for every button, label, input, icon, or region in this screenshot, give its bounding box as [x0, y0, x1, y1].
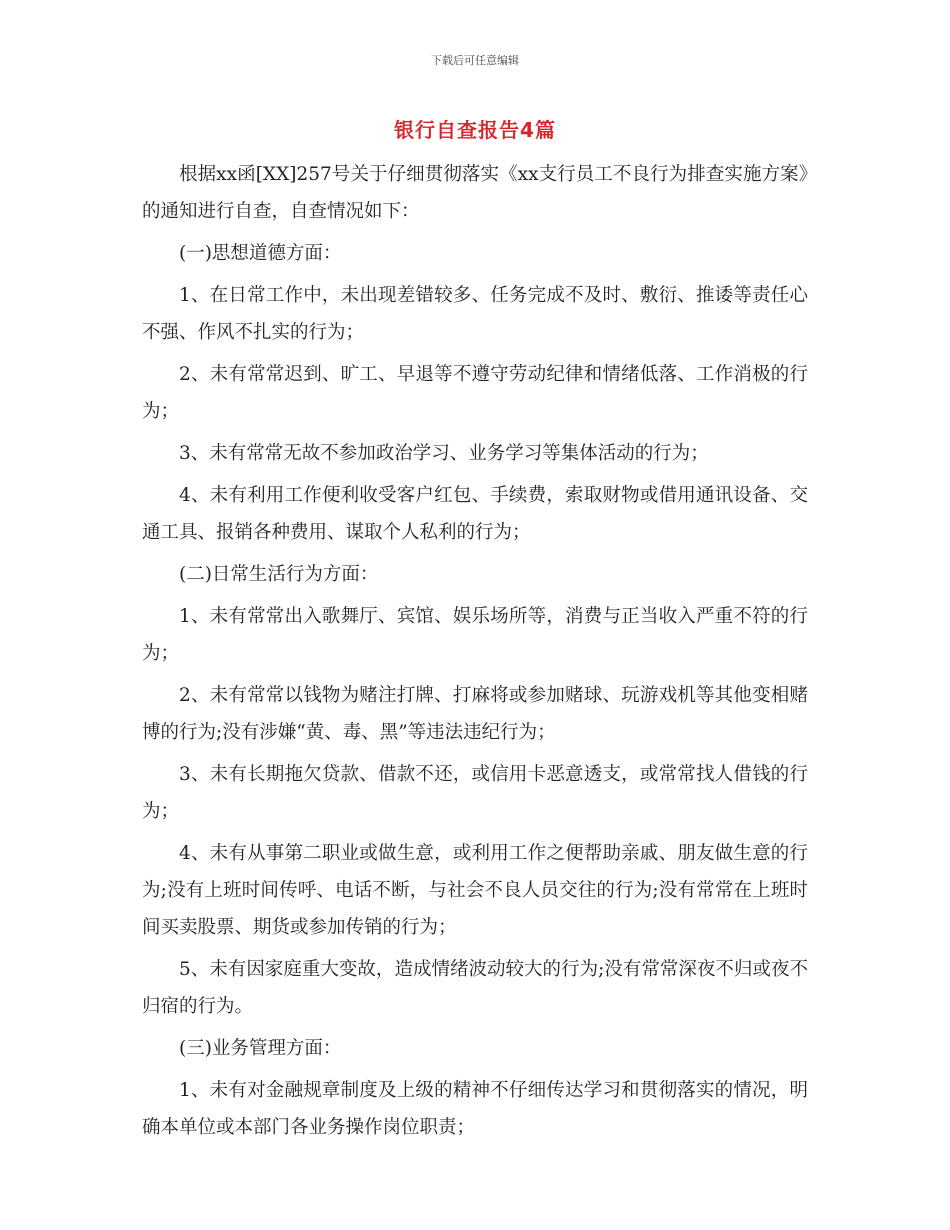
list-item: 4、未有利用工作便利收受客户红包、手续费，索取财物或借用通讯设备、交通工具、报销各种费用、谋取个人私利的行为； [142, 485, 808, 543]
list-item: 3、未有常常无故不参加政治学习、业务学习等集体活动的行为； [179, 443, 709, 464]
list-item: 4、未有从事第二职业或做生意，或利用工作之便帮助亲戚、朋友做生意的行为;没有上班时间传呼、电话不断，与社会不良人员交往的行为;没有常常在上班时间买卖股票、期货或参加传销的行为； [142, 843, 808, 938]
section-heading-business: (三)业务管理方面： [179, 1038, 342, 1059]
list-item: 1、未有常常出入歌舞厅、宾馆、娱乐场所等，消费与正当收入严重不符的行为； [142, 606, 808, 664]
document-title: 银行自查报告4篇 [394, 118, 556, 142]
paragraph-intro: 根据xx函[XX]257号关于仔细贯彻落实《xx支行员工不良行为排查实施方案》的通知进行自查，自查情况如下： [142, 164, 808, 222]
list-item: 2、未有常常迟到、旷工、早退等不遵守劳动纪律和情绪低落、工作消极的行为； [142, 364, 808, 422]
header-note: 下载后可任意编辑 [431, 54, 519, 67]
document-body [142, 156, 808, 1151]
list-item: 1、在日常工作中，未出现差错较多、任务完成不及时、敷衍、推诿等责任心不强、作风不扎实的行为； [142, 285, 808, 343]
section-heading-daily-life: (二)日常生活行为方面： [179, 564, 379, 585]
list-item: 5、未有因家庭重大变故，造成情绪波动较大的行为;没有常常深夜不归或夜不归宿的行为。 [142, 959, 808, 1017]
list-item: 3、未有长期拖欠贷款、借款不还，或信用卡恶意透支，或常常找人借钱的行为； [142, 764, 808, 822]
section-heading-ideology: (一)思想道德方面： [179, 243, 342, 264]
list-item: 2、未有常常以钱物为赌注打牌、打麻将或参加赌球、玩游戏机等其他变相赌博的行为;没有涉嫌“黄、毒、黑”等违法违纪行为； [142, 685, 808, 743]
list-item: 1、未有对金融规章制度及上级的精神不仔细传达学习和贯彻落实的情况，明确本单位或本部门各业务操作岗位职责； [142, 1080, 808, 1138]
